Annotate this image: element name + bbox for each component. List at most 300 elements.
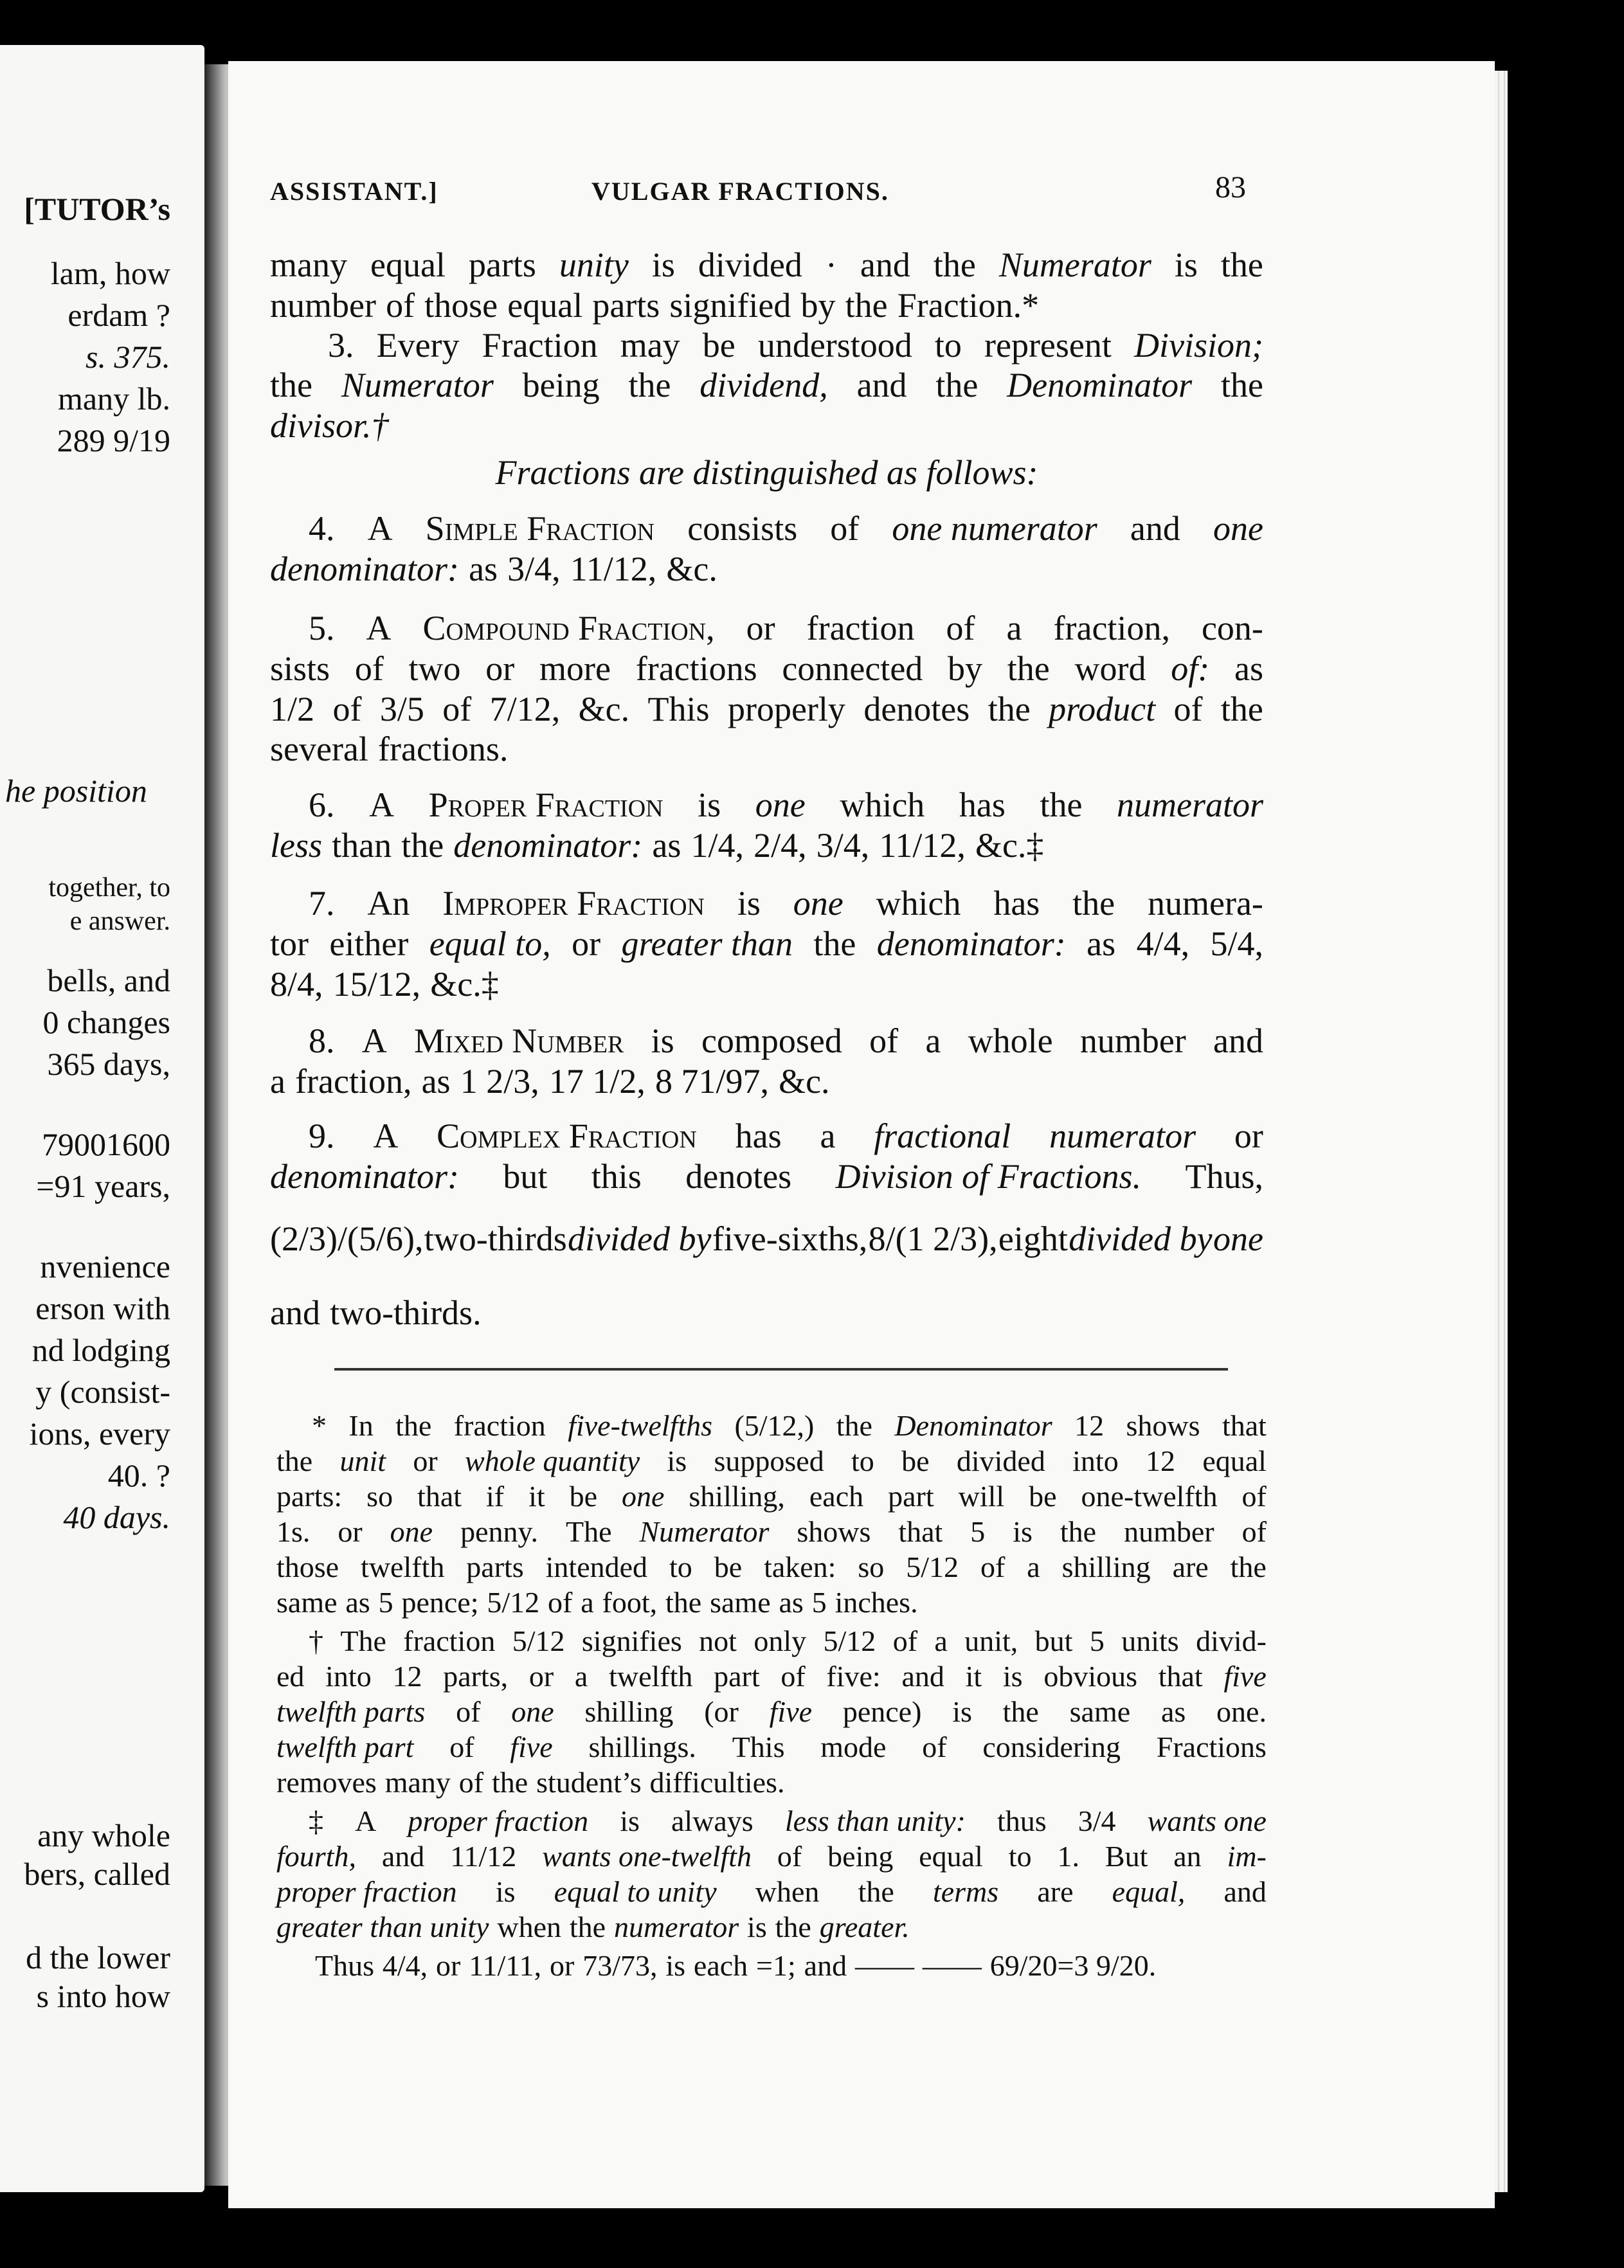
main-word: the — [270, 366, 312, 404]
left-page-line: =91 years, — [36, 1168, 170, 1204]
left-page-line: e answer. — [69, 906, 170, 936]
footnotes-line — [276, 1842, 1267, 1871]
main-word: Fraction.* — [897, 286, 1040, 325]
footnotes-word: five: — [826, 1660, 881, 1693]
footnotes-word: (or — [704, 1695, 739, 1728]
footnotes-word: parts: — [276, 1480, 343, 1513]
left-page-line: y (consist- — [35, 1374, 170, 1410]
main-word: divided by — [568, 1220, 712, 1258]
main-word: either — [329, 924, 409, 963]
footnotes-word: so — [858, 1551, 885, 1583]
footnotes-word: as — [1160, 1695, 1186, 1728]
footnotes-word: each — [693, 1949, 748, 1982]
main-line — [270, 328, 1263, 363]
footnotes-word: that — [1158, 1660, 1203, 1693]
main-word: sists — [270, 649, 330, 688]
footnotes-word: but — [1034, 1625, 1073, 1657]
main-word: of — [1173, 690, 1203, 728]
main-word: one numerator — [892, 509, 1097, 548]
footnotes-word: =1; — [756, 1949, 796, 1982]
main-line — [270, 611, 1263, 645]
main-word: represent — [984, 326, 1112, 364]
footnotes-word: the — [858, 1875, 894, 1908]
main-word: by — [800, 286, 836, 325]
footnotes-word: But — [1105, 1840, 1148, 1873]
footnotes-word: shilling — [584, 1695, 674, 1728]
main-word: or — [485, 649, 515, 688]
footnotes-word: twelfth — [361, 1551, 445, 1583]
footnotes-word: shows — [1126, 1409, 1200, 1442]
main-word: denotes — [685, 1157, 792, 1196]
main-word: 1 2/3, — [460, 1062, 539, 1101]
main-word: those — [424, 286, 498, 325]
footnotes-word: 5 — [378, 1586, 393, 1619]
left-page-line: lam, how — [50, 255, 170, 291]
main-line — [270, 1119, 1263, 1153]
footnotes-word: signifies — [581, 1625, 682, 1657]
main-word: five-sixths, — [712, 1220, 868, 1258]
footnotes-word: five-twelfths — [568, 1409, 713, 1442]
main-word: 8. — [309, 1022, 335, 1060]
main-line — [270, 288, 1263, 323]
main-word: the — [401, 826, 444, 865]
footnotes-word: are — [1037, 1875, 1074, 1908]
main-word: or — [572, 924, 601, 963]
footnotes-word: is — [747, 1911, 767, 1943]
footnotes-word: 12 — [392, 1660, 422, 1693]
main-word: one — [1213, 509, 1263, 548]
footnotes-word: is — [665, 1949, 686, 1982]
footnotes-word: the — [1002, 1695, 1039, 1728]
main-word: numera- — [1148, 884, 1263, 923]
main-word: the — [813, 924, 856, 963]
footnotes-word: wants one — [1147, 1805, 1267, 1837]
footnotes-word: equal, — [1112, 1875, 1186, 1908]
footnotes-word: is — [620, 1805, 640, 1837]
main-word: con- — [1201, 609, 1263, 647]
main-word: and — [856, 366, 907, 404]
footnotes-word: terms — [932, 1875, 999, 1908]
footnotes-word: pence; — [401, 1586, 479, 1619]
main-word: composed — [701, 1022, 842, 1060]
footnotes-word: inches. — [835, 1586, 918, 1619]
footnotes-word: penny. — [460, 1515, 538, 1548]
main-word: denominator: — [270, 1157, 459, 1196]
left-page — [0, 45, 204, 2192]
footnotes-word: a — [934, 1625, 948, 1657]
footnotes-line — [276, 1446, 1267, 1476]
main-word: being — [522, 366, 600, 404]
footnotes-word: the — [775, 1911, 811, 1943]
main-word: &c. — [666, 550, 717, 588]
footnotes-word: not — [699, 1625, 737, 1657]
footnotes-word: Thus — [315, 1949, 374, 1982]
footnotes-word: equal — [1202, 1444, 1267, 1477]
main-word: Fractions are distinguished as follows: — [495, 453, 1038, 492]
footnotes-word: same — [710, 1586, 771, 1619]
main-word: less — [270, 826, 322, 865]
footnotes-word: Denominator — [894, 1409, 1052, 1442]
footnotes-word: —— — [854, 1949, 914, 1982]
footnotes-word: and — [804, 1949, 847, 1982]
footnotes-word: Fractions — [1156, 1731, 1267, 1763]
footnotes-word: of — [980, 1551, 1006, 1583]
footnotes-word: 5 — [1089, 1625, 1105, 1657]
left-page-line: 365 days, — [47, 1046, 170, 1082]
footnotes-word: Numerator — [639, 1515, 770, 1548]
footnotes-word: 11/12 — [450, 1840, 517, 1873]
footnotes-word: will — [958, 1480, 1005, 1513]
main-line — [270, 1023, 1263, 1058]
footnotes-word: 73/73, — [582, 1949, 658, 1982]
main-word: many — [270, 246, 347, 284]
footnotes-word: In — [348, 1409, 374, 1442]
footnotes-word: 1s. — [276, 1515, 311, 1548]
footnotes-word: 5/12 — [823, 1625, 876, 1657]
footnotes-word: it — [528, 1480, 545, 1513]
footnotes-word: is — [1013, 1515, 1033, 1548]
footnotes-word: 1. — [1057, 1840, 1079, 1873]
main-word: of — [386, 286, 415, 325]
main-word: 1/2 — [270, 690, 315, 728]
footnotes-word: to — [669, 1551, 692, 1583]
footnotes-word: of — [548, 1586, 573, 1619]
footnotes-word: 5/12 — [906, 1551, 959, 1583]
footnotes-word: fourth, — [276, 1840, 356, 1873]
footnotes-word: or — [549, 1949, 575, 1982]
main-word: Simple Fraction — [425, 509, 655, 548]
main-line — [270, 692, 1263, 726]
footnotes-word: one — [622, 1480, 665, 1513]
footnotes-word: of — [777, 1840, 802, 1873]
main-word: 3/4, — [507, 550, 561, 588]
footnotes-line — [276, 1806, 1267, 1836]
main-word: denominator: — [270, 550, 459, 588]
footnotes-word: those — [276, 1551, 339, 1583]
main-line — [270, 552, 1263, 586]
main-word: of — [830, 509, 860, 548]
main-word: several — [270, 730, 368, 768]
main-line — [270, 1295, 1263, 1330]
footnotes-word: 12 — [1146, 1444, 1176, 1477]
footnotes-word: is — [1002, 1660, 1023, 1693]
main-word: is — [651, 246, 675, 284]
main-word: and — [270, 1293, 320, 1332]
footnotes-word: a — [1027, 1551, 1040, 1583]
main-word: Numerator — [341, 366, 494, 404]
footnotes-word: pence) — [842, 1695, 922, 1728]
main-word: two-thirds. — [330, 1293, 482, 1332]
main-line — [270, 455, 1263, 490]
footnotes-line — [276, 1662, 1267, 1691]
main-word: as — [1087, 924, 1116, 963]
footnotes-word: being — [827, 1840, 894, 1873]
main-word: has — [959, 786, 1006, 824]
main-word: of — [354, 649, 384, 688]
footnotes-word: equal — [919, 1840, 983, 1873]
main-word: the — [1040, 786, 1083, 824]
footnotes-word: the — [492, 1766, 528, 1799]
main-word: dividend, — [699, 366, 828, 404]
main-word: Denominator — [1007, 366, 1193, 404]
main-line — [270, 886, 1263, 921]
main-word: of — [442, 690, 472, 728]
main-word: be — [702, 326, 735, 364]
main-word: two — [408, 649, 461, 688]
footnotes-word: ‡ — [309, 1805, 323, 1837]
main-word: whole — [968, 1022, 1053, 1060]
footnotes-word: twelfth parts — [276, 1695, 426, 1728]
left-page-line: ions, every — [29, 1416, 170, 1452]
main-word: denominator: — [453, 826, 643, 865]
footnotes-word: to — [1008, 1840, 1032, 1873]
footnotes-word: ed — [276, 1660, 305, 1693]
main-word: 3/4, — [816, 826, 870, 865]
main-word: denominator: — [876, 924, 1066, 963]
footnotes-word: 12 — [1074, 1409, 1105, 1442]
main-word: numerator — [1117, 786, 1263, 824]
main-word: is — [651, 1022, 674, 1060]
main-word: 5/4, — [1210, 924, 1263, 963]
footnotes-line — [276, 1411, 1267, 1441]
footnotes-word: into — [1072, 1444, 1119, 1477]
main-word: this — [591, 1157, 642, 1196]
footnotes-word: to — [851, 1444, 874, 1477]
main-word: a — [820, 1117, 836, 1155]
main-word: by — [948, 649, 983, 688]
footnotes-word: is — [667, 1444, 687, 1477]
footnotes-word: only — [753, 1625, 807, 1657]
main-word: fraction, — [1053, 609, 1170, 647]
main-word: one — [1213, 1220, 1263, 1258]
main-word: This — [647, 690, 710, 728]
main-word: of — [332, 690, 362, 728]
footnotes-word: when — [497, 1911, 561, 1943]
left-page-line: many lb. — [58, 381, 170, 417]
footnotes-word: it — [965, 1660, 982, 1693]
main-line — [270, 368, 1263, 402]
footnotes-word: student’s — [536, 1766, 642, 1799]
footnotes-word: as — [779, 1586, 804, 1619]
main-word: fractions. — [378, 730, 509, 768]
footnotes-word: be — [901, 1444, 930, 1477]
footnotes-word: This — [732, 1731, 785, 1763]
left-page-line: nvenience — [40, 1248, 170, 1284]
footnotes-word: taken: — [764, 1551, 836, 1583]
footnotes-line — [276, 1877, 1267, 1907]
main-word: the — [1072, 884, 1115, 923]
footnotes-word: greater than unity — [276, 1911, 489, 1943]
main-word: the — [628, 366, 671, 404]
main-line — [270, 1221, 1263, 1256]
footnotes-word: that — [417, 1480, 462, 1513]
footnotes-word: the — [276, 1444, 313, 1477]
main-word: Proper Fraction — [428, 786, 663, 824]
main-word: the — [1220, 690, 1263, 728]
footnotes-word: part — [714, 1660, 760, 1693]
footnotes-word: equal to unity — [554, 1875, 717, 1908]
main-word: properly — [727, 690, 845, 728]
main-line — [270, 828, 1263, 863]
main-word: a — [925, 1022, 941, 1060]
main-word: 3. — [328, 326, 354, 364]
main-word: fraction — [806, 609, 915, 647]
main-word: greater than — [621, 924, 793, 963]
main-word: divided — [698, 246, 802, 284]
footnotes-line — [276, 1951, 1267, 1981]
main-word: · — [825, 246, 837, 284]
main-line — [270, 788, 1263, 822]
footnotes-line — [276, 1733, 1267, 1762]
left-page-line: any whole — [37, 1817, 170, 1853]
main-word: 6. — [309, 786, 335, 824]
main-word: &c.‡ — [975, 826, 1044, 865]
main-line — [270, 248, 1263, 282]
main-word: 4/4, — [1136, 924, 1190, 963]
main-word: 7/12, — [489, 690, 561, 728]
main-word: &c. — [779, 1062, 830, 1101]
left-page-line: he position — [5, 773, 147, 809]
left-page-line: 40 days. — [63, 1499, 170, 1535]
footnotes-word: one — [511, 1695, 554, 1728]
main-word: of: — [1171, 649, 1210, 688]
main-word: A — [361, 1022, 387, 1060]
footnotes-word: of — [458, 1766, 484, 1799]
footnotes-word: proper fraction — [408, 1805, 589, 1837]
main-word: has — [735, 1117, 782, 1155]
footnotes-word: the — [1060, 1515, 1097, 1548]
footnotes-word: is — [952, 1695, 972, 1728]
left-page-line: bells, and — [47, 962, 170, 998]
footnote-rule — [334, 1368, 1228, 1371]
main-word: equal — [507, 286, 583, 325]
footnotes-line — [276, 1768, 1267, 1797]
left-page-line: 79001600 — [42, 1126, 170, 1162]
main-word: 11/12, — [570, 550, 657, 588]
main-word: An — [367, 884, 410, 923]
main-word: number — [270, 286, 376, 325]
footnotes-word: parts — [466, 1551, 524, 1583]
main-word: as — [1234, 649, 1263, 688]
footnotes-word: (5/12,) — [734, 1409, 815, 1442]
main-word: to — [934, 326, 962, 364]
footnotes-word: 5/12 — [487, 1586, 540, 1619]
running-head-left: ASSISTANT.] — [270, 177, 438, 206]
footnotes-word: or — [413, 1444, 438, 1477]
main-word: signified — [669, 286, 791, 325]
main-word: numerator — [1049, 1117, 1196, 1155]
main-word: fraction, — [295, 1062, 412, 1101]
main-word: A — [373, 1117, 399, 1155]
footnotes-word: the — [836, 1409, 872, 1442]
main-word: 5. — [309, 609, 335, 647]
main-word: or — [746, 609, 775, 647]
left-page-line: nd lodging — [32, 1332, 170, 1368]
main-word: 17 1/2, — [548, 1062, 645, 1101]
footnotes-word: five — [769, 1695, 813, 1728]
footnotes-word: The — [340, 1625, 386, 1657]
main-line — [270, 651, 1263, 686]
footnotes-word: be — [569, 1480, 598, 1513]
main-word: 9. — [309, 1117, 335, 1155]
footnotes-word: of — [1241, 1480, 1267, 1513]
footnotes-word: 69/20=3 9/20. — [989, 1949, 1157, 1982]
footnotes-word: fraction — [453, 1409, 546, 1442]
footnotes-word: shillings. — [588, 1731, 696, 1763]
footnotes-line — [276, 1553, 1267, 1582]
footnotes-word: number — [1124, 1515, 1214, 1548]
footnotes-word: greater. — [819, 1911, 910, 1943]
main-word: is — [698, 786, 721, 824]
main-word: as — [652, 826, 681, 865]
footnotes-word: 4/4, — [382, 1949, 428, 1982]
footnotes-word: units — [1121, 1625, 1179, 1657]
footnotes-word: a — [574, 1660, 588, 1693]
footnotes-word: and — [1223, 1875, 1267, 1908]
footnotes-word: same — [1069, 1695, 1131, 1728]
main-word: &c.‡ — [430, 965, 499, 1004]
footnotes-word: that — [1222, 1409, 1267, 1442]
main-word: eight — [998, 1220, 1068, 1258]
main-word: divided by — [1069, 1220, 1213, 1258]
footnotes-word: difficulties. — [649, 1766, 785, 1799]
footnotes-word: same — [276, 1586, 338, 1619]
footnotes-word: or — [338, 1515, 363, 1548]
footnotes-word: one-twelfth — [1081, 1480, 1218, 1513]
footnotes-word: foot, — [602, 1586, 658, 1619]
footnotes-word: each — [809, 1480, 864, 1513]
main-word: the — [1220, 246, 1263, 284]
footnotes-word: into — [325, 1660, 372, 1693]
main-word: the — [935, 366, 979, 404]
footnotes-word: are — [1172, 1551, 1209, 1583]
main-word: the — [988, 690, 1031, 728]
footnotes-word: the — [1230, 1551, 1267, 1583]
main-line — [270, 408, 1263, 443]
footnotes-word: the — [569, 1911, 606, 1943]
left-page-line: 0 changes — [42, 1004, 170, 1040]
footnotes-word: fraction — [403, 1625, 496, 1657]
main-word: equal to, — [429, 924, 551, 963]
footnotes-word: considering — [982, 1731, 1121, 1763]
main-word: than — [332, 826, 392, 865]
main-word: Fraction — [482, 326, 598, 364]
footnotes-word: be — [714, 1551, 743, 1583]
main-word: Division of Fractions. — [835, 1157, 1142, 1196]
footnotes-word: always — [671, 1805, 753, 1837]
footnotes-word: twelfth part — [276, 1731, 414, 1763]
footnotes-word: five — [510, 1731, 553, 1763]
footnotes-word: as — [345, 1586, 370, 1619]
main-word: Improper Fraction — [442, 884, 705, 923]
footnotes-word: of — [922, 1731, 947, 1763]
main-word: of — [946, 609, 975, 647]
footnotes-word: of — [892, 1625, 918, 1657]
footnotes-word: of — [780, 1660, 806, 1693]
main-word: parts — [468, 246, 536, 284]
footnotes-word: shows — [797, 1515, 871, 1548]
left-page-line: together, to — [48, 873, 170, 903]
footnotes-word: is — [495, 1875, 516, 1908]
footnotes-word: of — [449, 1731, 474, 1763]
footnotes-word: A — [355, 1805, 377, 1837]
footnotes-word: divided — [956, 1444, 1045, 1477]
left-page-line: bers, called — [24, 1856, 170, 1892]
main-word: Division; — [1133, 326, 1263, 364]
footnotes-line — [276, 1626, 1267, 1656]
footnotes-word: and — [381, 1840, 425, 1873]
main-word: Mixed Number — [414, 1022, 624, 1060]
